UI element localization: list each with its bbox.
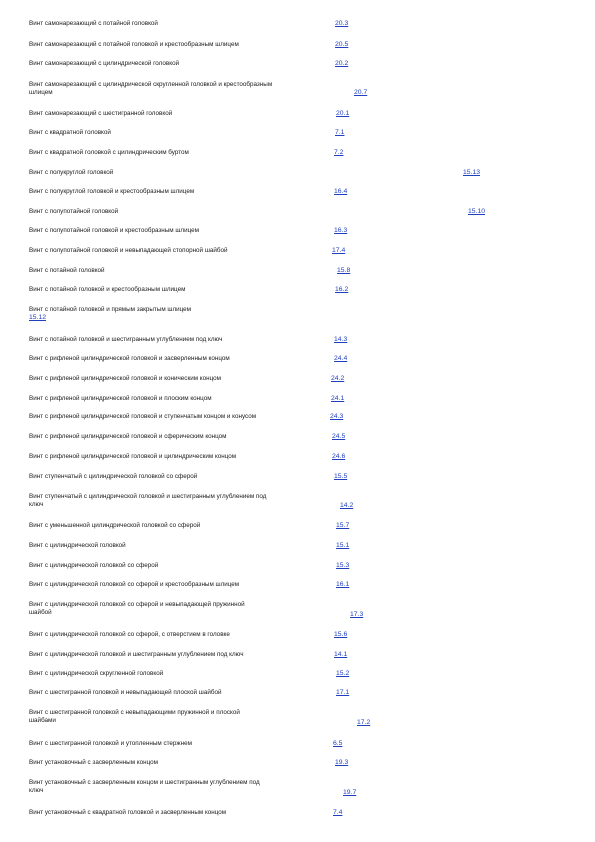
index-entry [29, 651, 559, 659]
page-ref-link[interactable]: 16.3 [334, 227, 348, 234]
index-entry [29, 247, 559, 255]
page-ref-link[interactable]: 15.12 [29, 314, 47, 321]
page-ref-link[interactable]: 24.2 [331, 375, 345, 382]
entry-text: Винт с полукруглой головкой [29, 169, 114, 176]
page-ref-link[interactable]: 15.2 [336, 670, 350, 677]
page-ref-link[interactable]: 15.5 [334, 473, 348, 480]
page-ref-link[interactable]: 15.3 [336, 562, 350, 569]
page-ref-link[interactable]: 15.6 [334, 631, 348, 638]
page-ref-link[interactable]: 15.10 [468, 208, 486, 215]
entry-text: Винт с цилиндрической скругленной головкой [29, 670, 164, 677]
entry-text-continued: шайбой [29, 609, 52, 616]
page-ref-link[interactable]: 16.2 [335, 286, 349, 293]
page-ref-link[interactable]: 24.6 [332, 453, 346, 460]
index-entry [29, 129, 559, 137]
index-entry [29, 759, 559, 767]
index-entry [29, 336, 559, 344]
entry-text: Винт самонарезающий с цилиндрической головкой [29, 60, 180, 67]
index-entry [29, 286, 559, 294]
page-ref-link[interactable]: 17.2 [357, 719, 371, 726]
page-ref-link[interactable]: 17.3 [350, 611, 364, 618]
entry-text: Винт с цилиндрической головкой со сферой, с отверстием в головке [29, 631, 230, 638]
index-entry [29, 562, 559, 570]
index-entry [29, 709, 559, 725]
index-entry [29, 473, 559, 481]
entry-text: Винт с квадратной головкой с цилиндрическим буртом [29, 149, 189, 156]
page-ref-link[interactable]: 24.1 [331, 395, 345, 402]
index-entry [29, 522, 559, 530]
entry-text-continued: ключ [29, 501, 44, 508]
index-entry [29, 20, 559, 28]
entry-text: Винт с рифленой цилиндрической головкой и засверленным концом [29, 355, 230, 362]
page-ref-link[interactable]: 24.3 [330, 413, 344, 420]
index-entry [29, 601, 559, 617]
index-entry [29, 227, 559, 235]
index-entry [29, 267, 559, 275]
entry-text: Винт самонарезающий с потайной головкой и крестообразным шлицем [29, 41, 239, 48]
page-ref-link[interactable]: 7.4 [333, 809, 343, 816]
entry-text: Винт с полупотайной головкой и невыпадающей стопорной шайбой [29, 247, 228, 254]
entry-text: Винт с потайной головкой и крестообразным шлицем [29, 286, 186, 293]
page-ref-link[interactable]: 15.8 [337, 267, 351, 274]
index-entry [29, 188, 559, 196]
index-entry [29, 581, 559, 589]
entry-text: Винт с полупотайной головкой [29, 208, 119, 215]
index-entry [29, 433, 559, 441]
page-ref-link[interactable]: 14.2 [340, 502, 354, 509]
entry-text: Винт с шестигранной головкой и утопленным стержнем [29, 740, 192, 747]
index-entry [29, 110, 559, 118]
entry-text: Винт с цилиндрической головкой [29, 542, 126, 549]
entry-text: Винт с потайной головкой [29, 267, 105, 274]
entry-text: Винт с цилиндрической головкой со сферой и крестообразным шлицем [29, 581, 240, 588]
entry-text: Винт с рифленой цилиндрической головкой и ступенчатым концом и конусом [29, 413, 257, 420]
index-entry [29, 809, 559, 817]
index-entry [29, 740, 559, 748]
entry-text: Винт ступенчатый с цилиндрической головкой и шестигранным углублением под [29, 493, 267, 500]
index-entry [29, 493, 559, 509]
entry-text: Винт установочный с засверленным концом [29, 759, 158, 766]
page-ref-link[interactable]: 20.7 [354, 89, 368, 96]
page-ref-link[interactable]: 16.1 [336, 581, 350, 588]
entry-text: Винт с цилиндрической головкой со сферой [29, 562, 159, 569]
index-entry [29, 631, 559, 639]
index-entry [29, 413, 559, 421]
page-ref-link[interactable]: 14.1 [334, 651, 348, 658]
entry-text: Винт с потайной головкой и прямым закрытым шлицем [29, 306, 192, 313]
index-entry [29, 60, 559, 68]
page-ref-link[interactable]: 20.5 [335, 41, 349, 48]
index-entry [29, 355, 559, 363]
entry-text-continued: ключ [29, 787, 44, 794]
index-entry [29, 689, 559, 697]
page-ref-link[interactable]: 15.7 [336, 522, 350, 529]
entry-text: Винт самонарезающий с потайной головкой [29, 20, 158, 27]
index-entry [29, 149, 559, 157]
page-ref-link[interactable]: 19.7 [343, 789, 357, 796]
entry-text: Винт установочный с засверленным концом и шестигранным углублением под [29, 779, 260, 786]
page-ref-link[interactable]: 14.3 [334, 336, 348, 343]
entry-text: Винт с потайной головкой и шестигранным углублением под ключ [29, 336, 223, 343]
page-ref-link[interactable]: 7.1 [335, 129, 345, 136]
entry-text: Винт с цилиндрической головкой и шестигранным углублением под ключ [29, 651, 244, 658]
index-entry [29, 779, 559, 795]
index-entry [29, 395, 559, 403]
entry-text-continued: шайбами [29, 717, 56, 724]
page-ref-link[interactable]: 17.4 [332, 247, 346, 254]
entry-text: Винт с шестигранной головкой и невыпадающей плоской шайбой [29, 689, 222, 696]
index-entry [29, 81, 559, 97]
entry-text: Винт с рифленой цилиндрической головкой и плоским концом [29, 395, 212, 402]
page-ref-link[interactable]: 17.1 [336, 689, 350, 696]
page-ref-link[interactable]: 15.13 [463, 169, 481, 176]
entry-text: Винт с полупотайной головкой и крестообразным шлицем [29, 227, 199, 234]
entry-text: Винт с цилиндрической головкой со сферой и невыпадающей пружинной [29, 601, 245, 608]
page-ref-link[interactable]: 20.3 [335, 20, 349, 27]
page-ref-link[interactable]: 24.5 [332, 433, 346, 440]
entry-text: Винт ступенчатый с цилиндрической головкой со сферой [29, 473, 198, 480]
index-entry [29, 670, 559, 678]
entry-text: Винт с квадратной головкой [29, 129, 111, 136]
entry-text: Винт самонарезающий с шестигранной головкой [29, 110, 173, 117]
index-entry [29, 306, 559, 321]
entry-text: Винт с шестигранной головкой с невыпадающими пружинной и плоской [29, 709, 240, 716]
entry-text: Винт самонарезающий с цилиндрической скругленной головкой и крестообразным [29, 81, 273, 88]
entry-text: Винт с рифленой цилиндрической головкой и сферическим концом [29, 433, 227, 440]
entry-text: Винт с уменьшенной цилиндрической головкой со сферой [29, 522, 201, 529]
entry-text: Винт установочный с квадратной головкой и засверленным концом [29, 809, 227, 816]
page-ref-link[interactable]: 7.2 [334, 149, 344, 156]
index-entry [29, 41, 559, 49]
index-entry [29, 453, 559, 461]
entry-text: Винт с полукруглой головкой и крестообразным шлицем [29, 188, 195, 195]
page-ref-link[interactable]: 24.4 [334, 355, 348, 362]
entry-text: Винт с рифленой цилиндрической головкой и цилиндрическим концом [29, 453, 237, 460]
page-ref-link[interactable]: 19.3 [335, 759, 349, 766]
entry-text: Винт с рифленой цилиндрической головкой и коническим концом [29, 375, 221, 382]
index-entry [29, 208, 559, 216]
entry-text-continued: шлицем [29, 89, 53, 96]
page-ref-link[interactable]: 20.1 [336, 110, 350, 117]
page-ref-link[interactable]: 15.1 [336, 542, 350, 549]
index-entry [29, 169, 559, 177]
index-entry [29, 375, 559, 383]
index-entry [29, 542, 559, 550]
page-ref-link[interactable]: 6.5 [333, 740, 343, 747]
page-ref-link[interactable]: 16.4 [334, 188, 348, 195]
page-ref-link[interactable]: 20.2 [335, 60, 349, 67]
